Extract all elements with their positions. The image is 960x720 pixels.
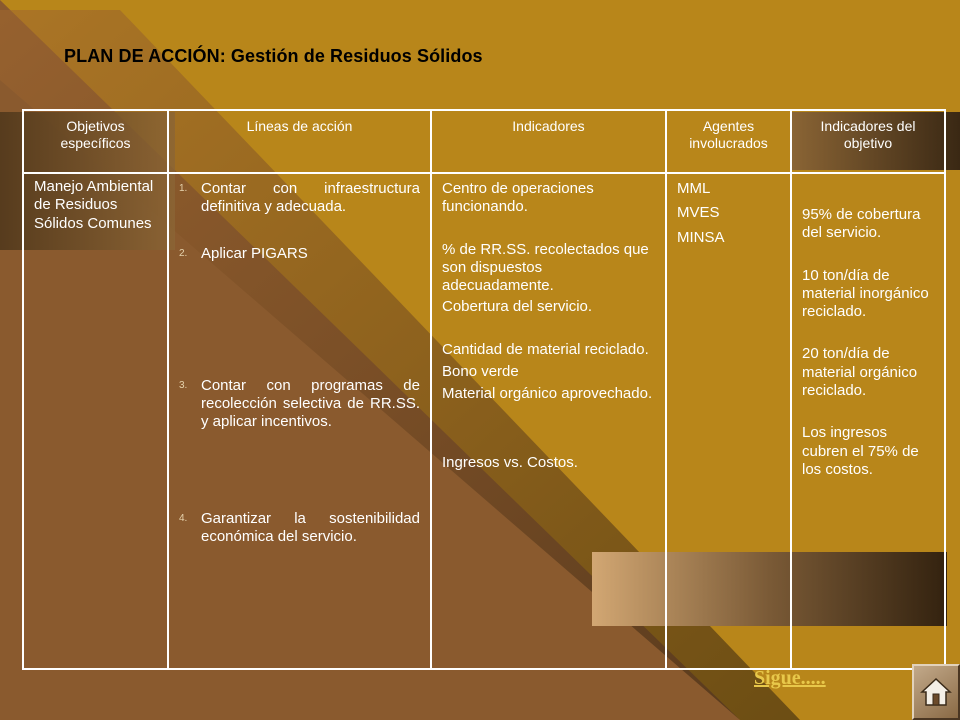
header-agentes: Agentes involucrados	[666, 110, 791, 173]
indicador-text: Cantidad de material reciclado.	[442, 340, 649, 358]
indicador-text: Material orgánico aprovechado.	[442, 385, 653, 403]
slide-title: PLAN DE ACCIÓN: Gestión de Residuos Sólidos	[64, 46, 483, 66]
list-item: 3. Contar con programas de recolección selectiva de RR.SS. y aplicar incentivos.	[179, 376, 420, 431]
header-indicadores-objetivo: Indicadores del objetivo	[791, 110, 945, 173]
list-item: 2. Aplicar PIGARS	[179, 244, 308, 262]
table-header-row	[23, 110, 945, 173]
agente-text: MINSA	[677, 228, 725, 246]
agente-text: MVES	[677, 204, 720, 222]
cell-indicadores-objetivo	[791, 173, 945, 669]
header-objetivos: Objetivos específicos	[23, 110, 168, 173]
cell-lineas	[168, 173, 431, 669]
agente-text: MML	[677, 180, 711, 197]
lineas-list	[179, 180, 420, 546]
table-row	[23, 173, 945, 669]
cell-objetivo: Manejo Ambiental de Residuos Sólidos Comunes	[23, 173, 168, 669]
header-indicadores: Indicadores	[431, 110, 666, 173]
indicador-objetivo-text: 10 ton/día de material inorgánico reciclado.	[802, 266, 929, 321]
indicador-text: Cobertura del servicio.	[442, 298, 593, 316]
indicador-objetivo-text: 20 ton/día de material orgánico reciclado.	[802, 345, 918, 400]
action-plan-table	[22, 109, 946, 670]
header-lineas: Líneas de acción	[168, 110, 431, 173]
indicador-text: Centro de operaciones funcionando.	[442, 180, 594, 216]
indicador-objetivo-text: Los ingresos cubren el 75% de los costos.	[802, 424, 919, 478]
indicador-objetivo-text: 95% de cobertura del servicio.	[802, 206, 921, 242]
cell-agentes	[666, 173, 791, 669]
list-item: 1. Contar con infraestructura definitiva y adecuada.	[179, 180, 420, 216]
cell-indicadores	[431, 173, 666, 669]
indicador-text: % de RR.SS. recolectados que son dispuestos adecuadamente.	[442, 240, 649, 295]
list-item: 4. Garantizar la sostenibilidad económica del servicio.	[179, 509, 420, 546]
indicador-text: Ingresos vs. Costos.	[442, 453, 578, 471]
indicador-text: Bono verde	[442, 363, 519, 381]
next-link[interactable]: Sigue.....	[754, 667, 826, 689]
home-icon	[920, 676, 952, 708]
home-button[interactable]	[912, 664, 960, 720]
